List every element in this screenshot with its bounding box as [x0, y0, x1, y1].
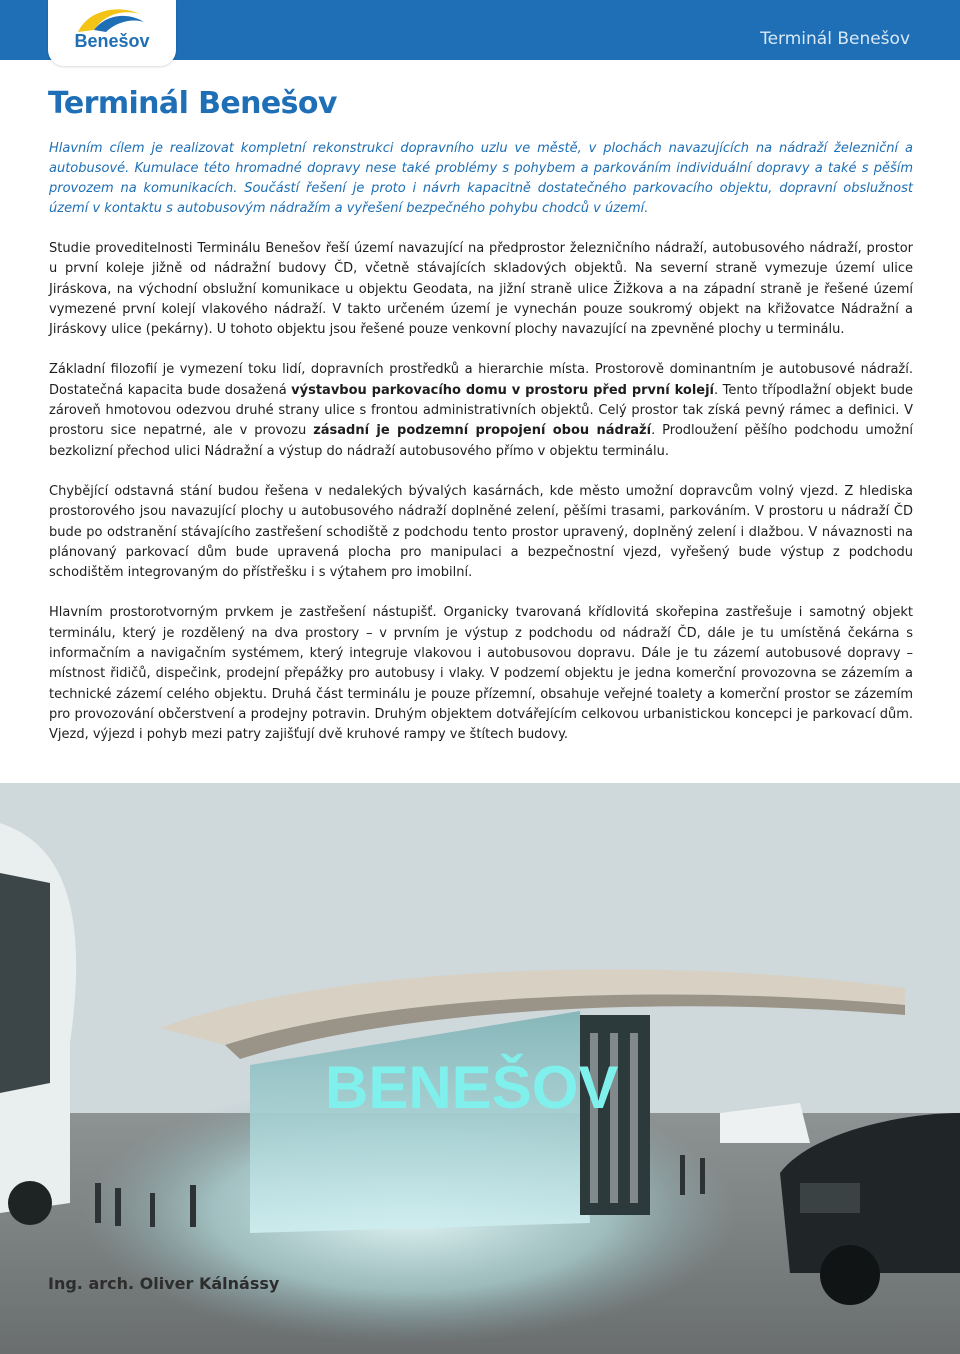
render-illustration: [0, 783, 960, 1354]
text-run: . Prodloužení pěšího podchodu umožní bezkolizní přechod ulici Nádražní a výstup do nádraží autobusového přímo v objektu terminálu.: [49, 423, 913, 459]
terminal-sign-text: BENEŠOV: [325, 1054, 619, 1121]
paragraph-philosophy: [49, 360, 913, 461]
logo-text: Benešov: [74, 31, 150, 51]
intro-paragraph: Hlavním cílem je realizovat kompletní rekonstrukci dopravního uzlu ve městě, v plochách navazujících na nádraží železniční a autobusové. Kumulace této hromadné dopravy nese také problémy s pohybem a parkováním individuální dopravy a také s pěším provozem na komunikacích. Součástí řešení je proto i návrh kapacitně dostatečného parkovacího objektu, dopravní obslužnost území v kontaktu s autobusovým nádražím a vyřešení bezpečného pohybu chodců v území.: [49, 141, 913, 216]
page-title: Terminál Benešov: [48, 86, 337, 121]
benesov-logo[interactable]: [48, 0, 176, 66]
paragraph-parking: Chybějící odstavná stání budou řešena v nedalekých bývalých kasárnách, kde město umožní dopravcům volný vjezd. Z hlediska prostorového jsou navazující plochy u autobusového nádraží doplněné zelení, pěšími trasami, parkováním. V prostoru u nádraží ČD bude po odstranění stávajícího zastřešení schodiště z podchodu tento prostor upravený, doplněný zelení i dlažbou. V návaznosti na plánovaný parkovací dům bude upravená plocha pro manipulaci a bezpečnostní vjezd, vyřešený bude výstup z podchodu schodištěm integrovaným do přístřešku i s výtahem pro imobilní.: [49, 483, 913, 581]
emphasis-underground-link: zásadní je podzemní propojení obou nádraží: [313, 423, 652, 439]
architect-caption: Ing. arch. Oliver Kálnássy: [48, 1274, 280, 1293]
text-run: Základní filozofií je vymezení toku lidí, dopravních prostředků a hierarchie místa. Prostorově dominantním je autobusové nádraží. Dostatečná kapacita bude dosažená: [49, 362, 913, 398]
header-title: Terminál Benešov: [760, 29, 910, 49]
paragraph-roof: Hlavním prostorotvorným prvkem je zastřešení nástupišť. Organicky tvarovaná křídlovitá skořepina zastřešuje i samotný objekt terminálu, který je rozdělený na dva prostory – v prvním je výstup z podchodu od nádraží ČD, dále je tu umístěná čekárna s informačním a navigačním systémem, který integruje vlakovou i autobusovou dopravu. Dále je tu zázemí autobusové dopravy – místnost řidičů, dispečink, prodejní přepážky pro autobusy i vlaky. V podzemí objektu je jedna komerční provozovna se zázemím a technické zázemí celého objektu. Druhá část terminálu je pouze přízemní, obsahuje veřejné toalety a komerční prostor se zázemím pro provozování občerstvení a prodejny potravin. Druhým objektem dotvářejícím celkovou urbanistickou koncepci je parkovací dům. Vjezd, výjezd i pohyb mezi patry zajišťují dvě kruhové rampy ve štítech budovy.: [49, 605, 913, 743]
article-body: [49, 239, 913, 766]
text-run: . Tento třípodlažní objekt bude zároveň hmotovou odezvou druhé strany ulice s frontou administrativních objektů. Celý prostor tak získá pevný rámec a definici. V prostoru sice nepatrné, ale v provozu: [49, 382, 913, 439]
emphasis-parking-house: výstavbou parkovacího domu v prostoru před první kolejí: [291, 382, 715, 398]
paragraph-study: Studie proveditelnosti Terminálu Benešov řeší území navazující na předprostor železničního nádraží, autobusového nádraží, prostor u první koleje jižně od nádražní budovy ČD, včetně stávajících skladových objektů. Na severní straně vymezuje území ulice Jiráskova, na východní obslužní komunikace u objektu Geodata, na jižní straně ulice Žižkova a na západní straně je řešené území vymezené první kolejí vlakového nádraží. V takto určeném území je vynechán pouze soukromý objekt na křižovatce Nádražní a Jiráskovy ulice (pekárny). U tohoto objektu jsou řešené pouze venkovní plochy navazující na zpevněné plochy u terminálu.: [49, 241, 913, 338]
terminal-render-image: [0, 783, 960, 1354]
